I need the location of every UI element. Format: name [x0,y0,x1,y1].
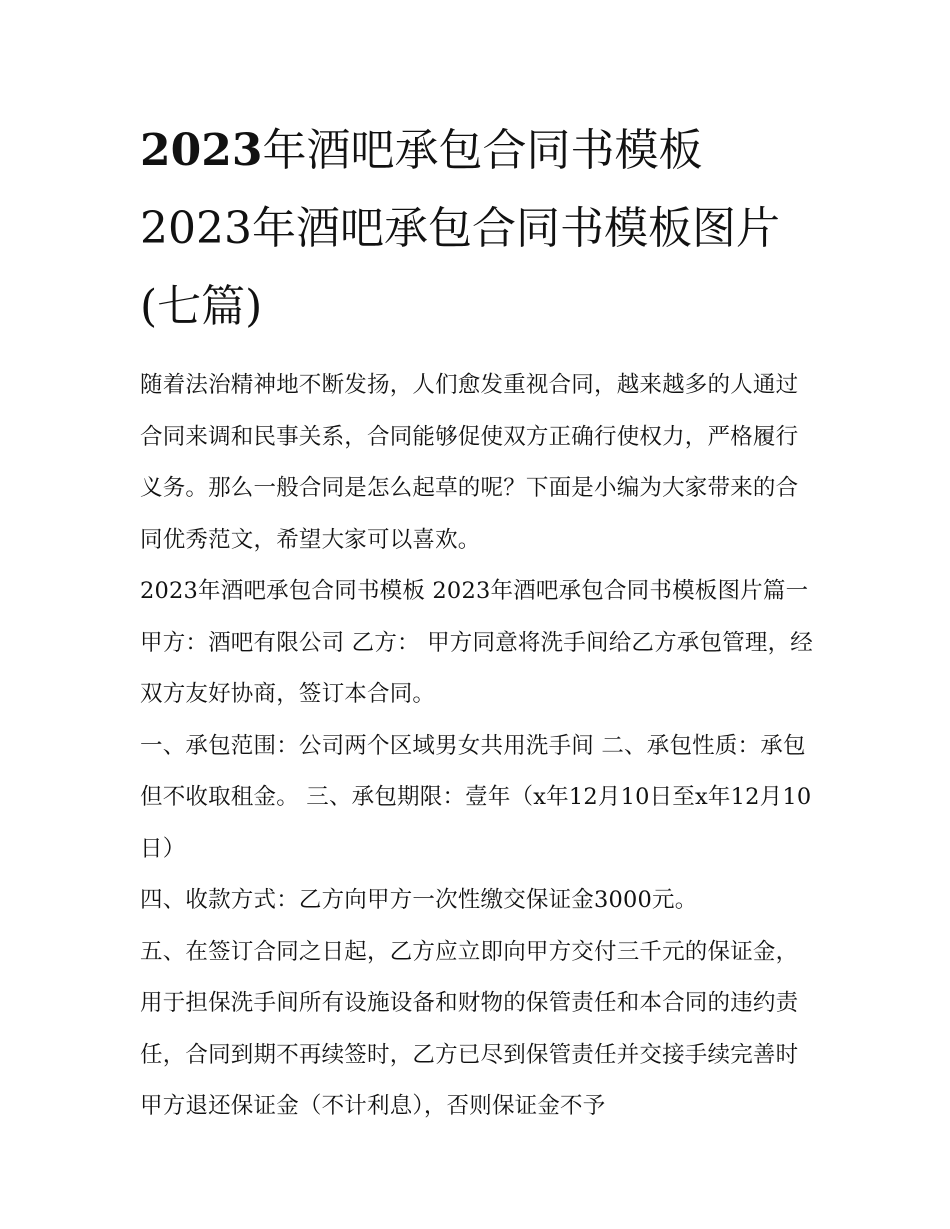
paragraph-clause-4: 四、收款方式：乙方向甲方一次性缴交保证金3000元。 [140,887,698,913]
paragraph-clauses-1-3: 一、承包范围：公司两个区域男女共用洗手间 二、承包性质：承包但不收取租金。 三、承包期限：壹年（x年12月10日至x年12月10日） [140,732,812,862]
paragraph-chapter-one: 2023年酒吧承包合同书模板 2023年酒吧承包合同书模板图片篇一 甲方：酒吧有限公司 乙方： 甲方同意将洗手间给乙方承包管理，经双方友好协商，签订本合同。 [140,578,814,707]
document-body [140,112,815,1133]
title-year: 2023 [140,125,263,176]
paragraph-clause-5: 五、在签订合同之日起，乙方应立即向甲方交付三千元的保证金，用于担保洗手间所有设施设备和财物的保管责任和本合同的违约责任，合同到期不再续签时，乙方已尽到保管责任并交接手续完善时甲方退还保证金（不计利息），否则保证金不予 [140,938,799,1119]
document-title [140,112,815,346]
paragraph-intro: 随着法治精神地不断发扬，人们愈发重视合同，越来越多的人通过合同来调和民事关系，合同能够促使双方正确行使权力，严格履行义务。那么一般合同是怎么起草的呢？下面是小编为大家带来的合同优秀范文，希望大家可以喜欢。 [140,372,799,553]
title-text: 年酒吧承包合同书模板 2023年酒吧承包合同书模板图片(七篇) [140,125,780,332]
